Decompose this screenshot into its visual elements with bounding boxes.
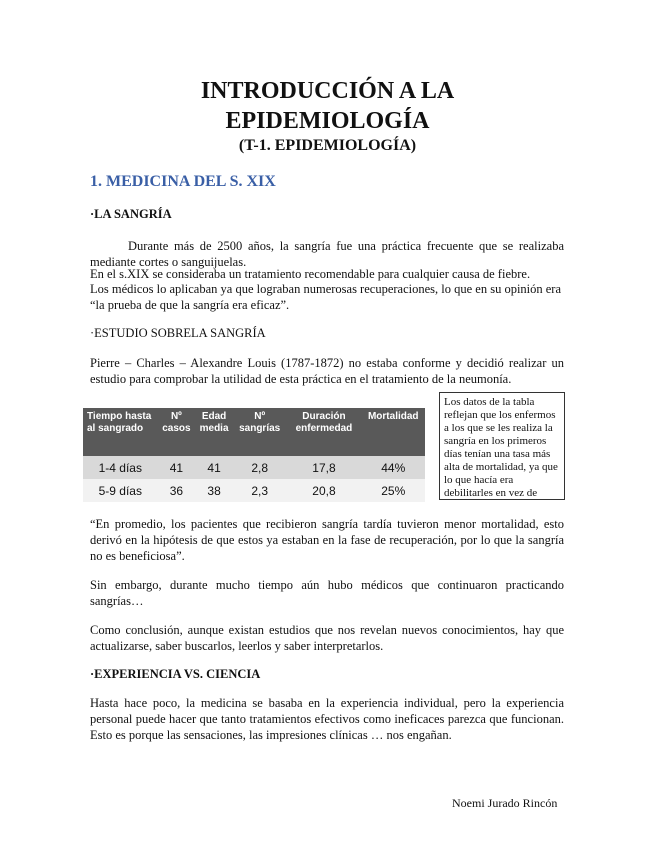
heading-estudio: ·ESTUDIO SOBRELA SANGRÍA (90, 326, 266, 340)
table-cell: 20,8 (286, 479, 361, 502)
table-cell: 41 (195, 456, 233, 479)
table-header-cell: Edad media (195, 408, 233, 456)
table-row (83, 456, 425, 479)
table-header-cell: Tiempo hasta al sangrado (83, 408, 158, 456)
heading-experiencia: ·EXPERIENCIA VS. CIENCIA (90, 667, 261, 681)
table-header-cell: Nº casos (158, 408, 196, 456)
experiencia-paragraph: Hasta hace poco, la medicina se basaba en la experiencia individual, pero la experiencia personal puede hacer que tanto tratamientos efectivos como ineficaces parezca que funcionan. Esto es porque las sensaciones, las impresiones clínicas … nos engañan. (90, 696, 564, 742)
table-cell: 2,8 (233, 456, 286, 479)
table-cell: 44% (362, 456, 425, 479)
table-cell: 17,8 (286, 456, 361, 479)
table-header-row (83, 408, 425, 456)
table-header-cell: Mortalidad (362, 408, 425, 456)
estudio-paragraph-2: Sin embargo, durante mucho tiempo aún hubo médicos que continuaron practicando sangrías… (90, 578, 564, 608)
author-footer: Noemi Jurado Rincón (452, 796, 558, 810)
page-title-line-1: INTRODUCCIÓN A LA (200, 78, 455, 104)
page-subtitle: (T-1. EPIDEMIOLOGÍA) (238, 137, 417, 154)
table-cell: 1-4 días (83, 456, 158, 479)
table-header-cell: Nº sangrías (233, 408, 286, 456)
table-note-box: Los datos de la tabla reflejan que los enfermos a los que se les realiza la sangría en los primeros días tenían una tasa más alta de mortalidad, ya que lo que hacía era debilitarles en vez de (439, 392, 565, 500)
table-cell: 36 (158, 479, 196, 502)
estudio-paragraph-1: Pierre – Charles – Alexandre Louis (1787-1872) no estaba conforme y decidió realizar un estudio para comprobar la utilidad de esta práctica en el tratamiento de la neumonía. (90, 356, 564, 386)
table-cell: 5-9 días (83, 479, 158, 502)
sangria-paragraph-3: Los médicos lo aplicaban ya que lograban numerosas recuperaciones, lo que en su opinión era “la prueba de que la sangría era eficaz”. (90, 282, 562, 312)
estudio-paragraph-3: Como conclusión, aunque existan estudios que nos revelan nuevos conocimientos, hay que actualizarse, saber buscarlos, leerlos y saber interpretarlos. (90, 623, 564, 653)
data-table (83, 408, 425, 502)
quote-paragraph: “En promedio, los pacientes que recibieron sangría tardía tuvieron menor mortalidad, esto derivó en la hipótesis de que estos ya estaban en la fase de recuperación, por lo que la sangría no es beneficiosa”. (90, 517, 564, 563)
heading-sangria: ·LA SANGRÍA (90, 207, 172, 221)
table-cell: 41 (158, 456, 196, 479)
table-header-cell: Duración enfermedad (286, 408, 361, 456)
sangria-paragraph-2: En el s.XIX se consideraba un tratamiento recomendable para cualquier causa de fiebre. (90, 267, 531, 281)
sangria-paragraph-1: Durante más de 2500 años, la sangría fue una práctica frecuente que se realizaba mediante cortes o sanguijuelas. (90, 239, 564, 269)
table-cell: 25% (362, 479, 425, 502)
table-cell: 2,3 (233, 479, 286, 502)
page-title-line-2: EPIDEMIOLOGÍA (225, 108, 430, 134)
table-row (83, 479, 425, 502)
section-heading-medicina: 1. MEDICINA DEL S. XIX (90, 173, 276, 190)
table-cell: 38 (195, 479, 233, 502)
